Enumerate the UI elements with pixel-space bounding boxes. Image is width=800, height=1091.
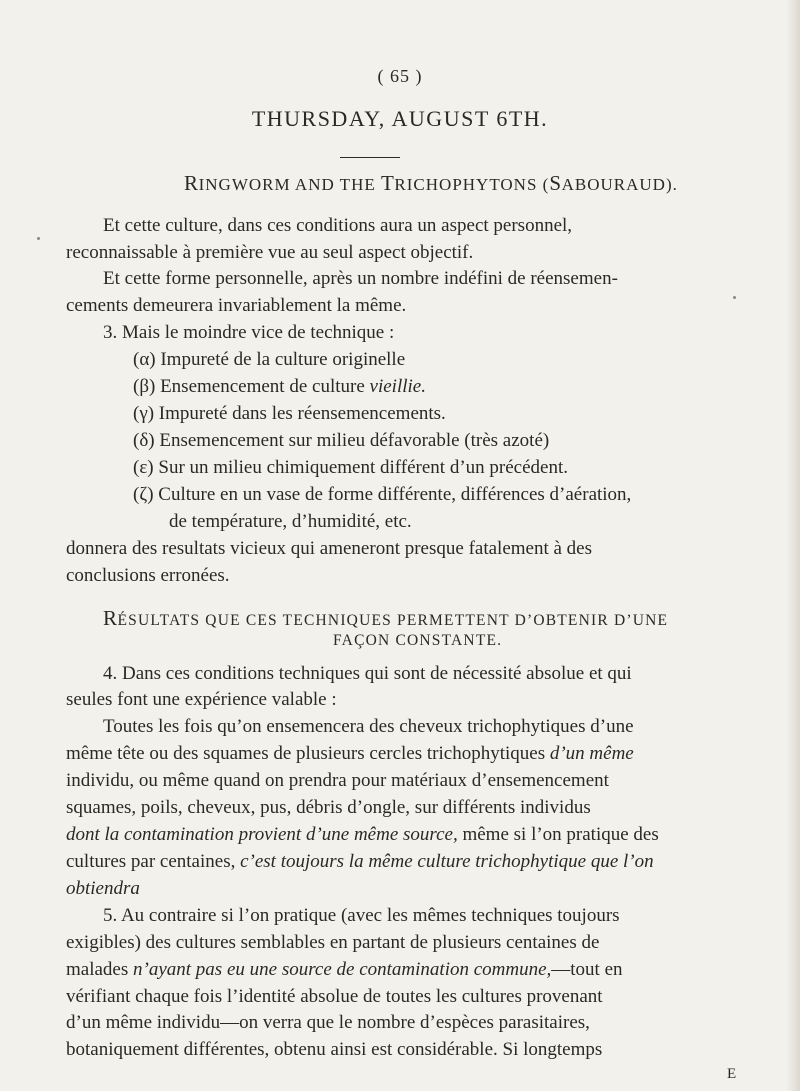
text-line: malades n’ayant pas eu une source de contamination commune,—tout en: [66, 959, 623, 980]
list-item: (α) Impureté de la culture originelle: [133, 349, 406, 370]
text-line: Toutes les fois qu’on ensemencera des cheveux trichophytiques d’une: [103, 716, 634, 737]
text-line: individu, ou même quand on prendra pour matériaux d’ensemencement: [66, 770, 609, 791]
text-line: cultures par centaines, c’est toujours la même culture trichophytique que l’on: [66, 851, 654, 872]
text-line: 3. Mais le moindre vice de technique :: [103, 322, 395, 343]
list-item: (ε) Sur un milieu chimiquement différent d’un précédent.: [133, 457, 568, 478]
speck: [733, 296, 736, 299]
text-line: donnera des resultats vicieux qui ameneront presque fatalement à des: [66, 538, 592, 559]
page-heading: THURSDAY, AUGUST 6TH.: [251, 106, 549, 131]
list-item: (β) Ensemencement de culture vieillie.: [133, 376, 426, 397]
text-line: obtiendra: [66, 878, 140, 899]
text-line: 5. Au contraire si l’on pratique (avec les mêmes techniques toujours: [103, 905, 620, 926]
text-line: 4. Dans ces conditions techniques qui sont de nécessité absolue et qui: [103, 663, 632, 684]
section-heading-cont: FAÇON CONSTANTE.: [333, 632, 503, 649]
text-line: d’un même individu—on verra que le nombre d’espèces parasitaires,: [66, 1012, 590, 1033]
section-title: RINGWORM AND THE TRICHOPHYTONS (SABOURAUD).: [184, 171, 678, 195]
text-line: Et cette culture, dans ces conditions aura un aspect personnel,: [103, 215, 573, 236]
text-line: exigibles) des cultures semblables en partant de plusieurs centaines de: [66, 932, 600, 953]
text-line: squames, poils, cheveux, pus, débris d’ongle, sur différents individus: [66, 797, 591, 818]
list-item: (δ) Ensemencement sur milieu défavorable (très azoté): [133, 430, 550, 451]
text-line: reconnaissable à première vue au seul aspect objectif.: [66, 242, 474, 263]
page-number: ( 65 ): [377, 66, 423, 86]
text-line: conclusions erronées.: [66, 565, 230, 586]
list-item: (ζ) Culture en un vase de forme différente, différences d’aération,: [133, 484, 632, 505]
list-item: de température, d’humidité, etc.: [169, 511, 412, 532]
divider: [340, 157, 400, 158]
text-line: dont la contamination provient d’une même source, même si l’on pratique des: [66, 824, 659, 845]
list-item: (γ) Impureté dans les réensemencements.: [133, 403, 446, 424]
text-line: Et cette forme personnelle, après un nombre indéfini de réensemen-: [103, 268, 618, 289]
signature-mark: E: [727, 1066, 737, 1082]
text-line: seules font une expérience valable :: [66, 689, 337, 710]
page-edge: [786, 0, 800, 1091]
text-line: botaniquement différentes, obtenu ainsi est considérable. Si longtemps: [66, 1039, 603, 1060]
section-heading: RÉSULTATS QUE CES TECHNIQUES PERMETTENT D’OBTENIR D’UNE: [103, 606, 669, 630]
text-line: cements demeurera invariablement la même.: [66, 295, 407, 316]
text-line: même tête ou des squames de plusieurs cercles trichophytiques d’un même: [66, 743, 634, 764]
text-line: vérifiant chaque fois l’identité absolue de toutes les cultures provenant: [66, 986, 603, 1007]
speck: [37, 237, 40, 240]
